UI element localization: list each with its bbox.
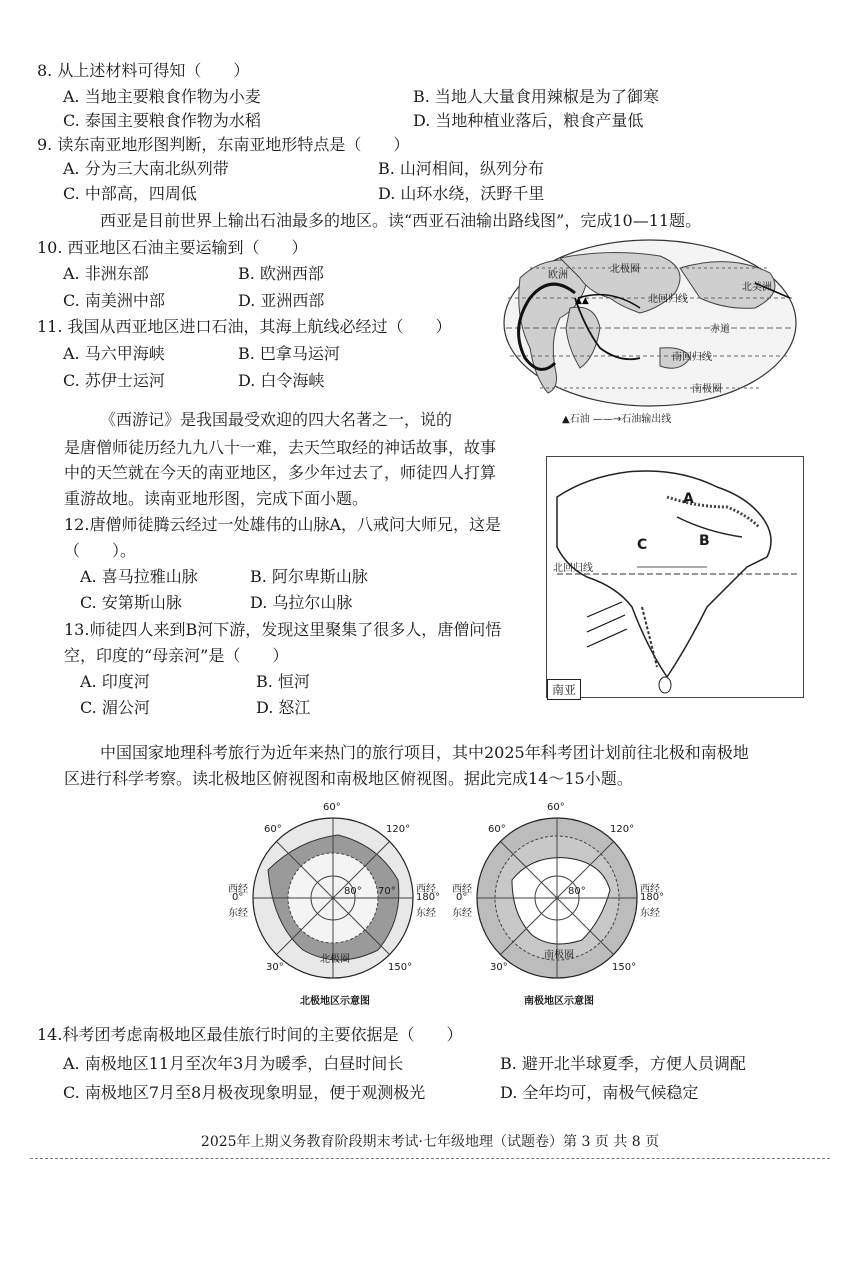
antarctic-lon-120: 120° (610, 824, 635, 835)
oil-route-map (500, 238, 800, 424)
label-s-tropic: 南回归线 (672, 352, 712, 363)
q10-option-d: D. 亚洲西部 (238, 291, 325, 310)
q14-stem: 14.科考团考虑南极地区最佳旅行时间的主要依据是（ ） (37, 1025, 463, 1044)
svg-text:▲▲: ▲▲ (575, 296, 589, 306)
q12-stem-cont: （ ）。 (64, 541, 137, 560)
arctic-map (228, 800, 441, 1010)
arctic-caption: 北极地区示意图 (300, 996, 370, 1007)
label-n-tropic-sa: 北回归线 (553, 563, 593, 574)
antarctic-caption: 南极地区示意图 (524, 996, 594, 1007)
q13-stem-cont: 空，印度的“母亲河”是（ ） (64, 646, 289, 665)
arctic-lon-top: 60° (323, 802, 341, 813)
antarctic-lat-80: 80° (568, 886, 586, 897)
q10-option-c: C. 南美洲中部 (63, 291, 165, 310)
q9-option-d: D. 山环水绕，沃野千里 (378, 184, 545, 203)
arctic-west-r: 西经 (416, 884, 436, 895)
intro-14-15-line1: 中国国家地理科考旅行为近年来热门的旅行项目，其中2025年科考团计划前往北极和南极地 (100, 743, 749, 762)
arctic-lon-60: 60° (264, 824, 282, 835)
arctic-lon-150: 150° (388, 962, 413, 973)
q13-option-b: B. 恒河 (256, 672, 310, 691)
q9-option-b: B. 山河相间，纵列分布 (378, 159, 544, 178)
q14-option-a: A. 南极地区11月至次年3月为暖季，白昼时间长 (63, 1054, 404, 1073)
label-equator: 赤道 (710, 324, 730, 335)
antarctic-east: 东经 (452, 908, 472, 919)
label-n-tropic: 北回归线 (648, 294, 688, 305)
q12-option-d: D. 乌拉尔山脉 (250, 593, 353, 612)
label-north-america: 北美洲 (742, 282, 772, 293)
q11-option-b: B. 巴拿马运河 (238, 344, 340, 363)
q12-option-a: A. 喜马拉雅山脉 (80, 567, 198, 586)
q13-stem: 13.师徒四人来到B河下游，发现这里聚集了很多人，唐僧问悟 (64, 620, 502, 639)
page-footer: 2025年上期义务教育阶段期末考试·七年级地理（试题卷）第 3 页 共 8 页 (200, 1134, 660, 1150)
q14-option-b: B. 避开北半球夏季，方便人员调配 (500, 1054, 746, 1073)
antarctic-west: 西经 (452, 884, 472, 895)
q11-stem: 11. 我国从西亚地区进口石油，其海上航线必经过（ ） (37, 317, 452, 336)
q11-option-c: C. 苏伊士运河 (63, 371, 165, 390)
q14-option-c: C. 南极地区7月至8月极夜现象明显，便于观测极光 (63, 1083, 426, 1102)
q8-option-b: B. 当地人大量食用辣椒是为了御寒 (413, 87, 659, 106)
q8-option-c: C. 泰国主要粮食作物为水稻 (63, 111, 261, 130)
map-title-south-asia: 南亚 (547, 679, 581, 700)
antarctic-lon-top: 60° (547, 802, 565, 813)
q12-option-b: B. 阿尔卑斯山脉 (250, 567, 368, 586)
arctic-circle-label: 北极圈 (320, 954, 350, 965)
label-b: B (699, 533, 710, 549)
label-antarctic-circle: 南极圈 (692, 384, 722, 395)
q11-option-a: A. 马六甲海峡 (63, 344, 165, 363)
intro-12-13-line2: 是唐僧师徒历经九九八十一难，去天竺取经的神话故事，故事 (64, 438, 497, 457)
antarctic-map (452, 800, 665, 1010)
antarctic-east-r: 东经 (640, 908, 660, 919)
q14-option-d: D. 全年均可，南极气候稳定 (500, 1083, 699, 1102)
arctic-180: 180° (416, 892, 441, 903)
arctic-east-r: 东经 (416, 908, 436, 919)
antarctic-west-r: 西经 (640, 884, 660, 895)
label-europe: 欧洲 (548, 270, 568, 281)
antarctic-180: 180° (640, 892, 665, 903)
q13-option-a: A. 印度河 (80, 672, 150, 691)
q11-option-d: D. 白令海峡 (238, 371, 325, 390)
antarctic-lon-30: 30° (490, 962, 508, 973)
label-arctic-circle: 北极圈 (610, 264, 640, 275)
q13-option-d: D. 怒江 (256, 698, 311, 717)
q9-option-c: C. 中部高，四周低 (63, 184, 197, 203)
arctic-west: 西经 (228, 884, 248, 895)
q8-option-a: A. 当地主要粮食作物为小麦 (63, 87, 261, 106)
q9-stem: 9. 读东南亚地形图判断，东南亚地形特点是（ ） (37, 135, 410, 154)
q10-stem: 10. 西亚地区石油主要运输到（ ） (37, 238, 308, 257)
world-map-figure (500, 238, 800, 424)
antarctic-lon-150: 150° (612, 962, 637, 973)
intro-12-13-line1: 《西游记》是我国最受欢迎的四大名著之一，说的 (100, 410, 453, 429)
map-legend: ▲石油 ——→石油输出线 (562, 414, 672, 425)
label-c: C (637, 537, 648, 553)
antarctic-circle-label: 南极圈 (544, 950, 574, 961)
arctic-lat-70: 70° (378, 886, 396, 897)
q8-stem: 8. 从上述材料可得知（ ） (37, 61, 250, 80)
intro-12-13-line3: 中的天竺就在今天的南亚地区，多少年过去了，师徒四人打算 (64, 463, 497, 482)
q12-stem: 12.唐僧师徒腾云经过一处雄伟的山脉A，八戒问大师兄，这是 (64, 515, 502, 534)
q12-option-c: C. 安第斯山脉 (80, 593, 182, 612)
intro-14-15-line2: 区进行科学考察。读北极地区俯视图和南极地区俯视图。据此完成14～15小题。 (64, 769, 633, 788)
q10-option-b: B. 欧洲西部 (238, 264, 324, 283)
arctic-lon-120: 120° (386, 824, 411, 835)
antarctic-lon-60: 60° (488, 824, 506, 835)
arctic-zero: 0° (232, 892, 244, 903)
label-a: A (683, 491, 694, 507)
intro-10-11: 西亚是目前世界上输出石油最多的地区。读“西亚石油输出路线图”，完成10—11题。 (100, 211, 702, 230)
q8-option-d: D. 当地种植业落后，粮食产量低 (413, 111, 644, 130)
q13-option-c: C. 湄公河 (80, 698, 150, 717)
arctic-east: 东经 (228, 908, 248, 919)
arctic-lat-80: 80° (344, 886, 362, 897)
q10-option-a: A. 非洲东部 (63, 264, 149, 283)
arctic-lon-30: 30° (266, 962, 284, 973)
intro-12-13-line4: 重游故地。读南亚地形图，完成下面小题。 (64, 489, 369, 508)
south-asia-figure (547, 457, 803, 697)
page-divider (30, 1158, 830, 1159)
antarctic-zero: 0° (456, 892, 468, 903)
south-asia-map (546, 456, 804, 698)
q9-option-a: A. 分为三大南北纵列带 (63, 159, 229, 178)
